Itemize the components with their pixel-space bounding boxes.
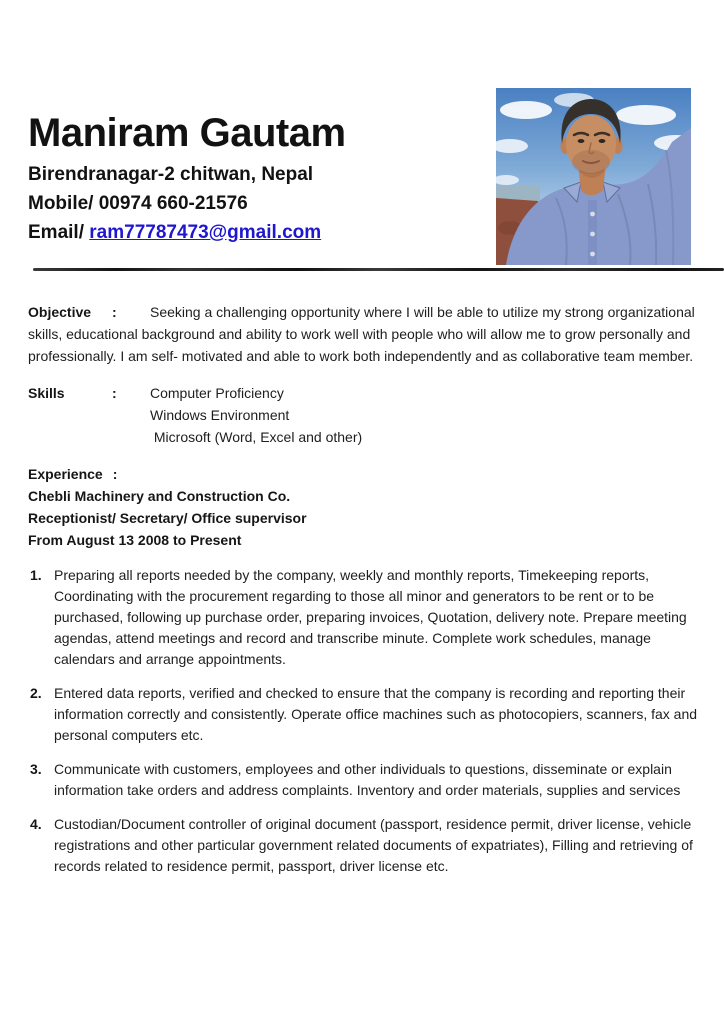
email-link[interactable]: ram77787473@gmail.com xyxy=(89,222,322,243)
duties-list xyxy=(28,565,711,877)
person-name: Maniram Gautam xyxy=(28,111,346,155)
email-label: Email/ xyxy=(28,222,84,243)
section-divider xyxy=(33,268,724,271)
objective-label: Objective xyxy=(28,304,92,320)
duty-number: 1. xyxy=(30,567,42,583)
duty-number: 4. xyxy=(30,816,42,832)
skill-item: Windows Environment xyxy=(150,407,290,423)
skill-item: Computer Proficiency xyxy=(150,385,284,401)
experience-title: Receptionist/ Secretary/ Office supervisor xyxy=(28,510,307,526)
experience-heading xyxy=(28,463,711,485)
experience-section xyxy=(28,463,711,551)
duty-number: 2. xyxy=(30,685,42,701)
skill-item: Microsoft (Word, Excel and other) xyxy=(150,429,363,445)
duty-text: Communicate with customers, employees and other individuals to questions, disseminate or explain information take orders and address complaints. Inventory and order materials, supplies and services xyxy=(54,761,681,798)
skills-label: Skills xyxy=(28,385,65,401)
skills-list xyxy=(150,382,362,448)
duty-text: Preparing all reports needed by the company, weekly and monthly reports, Timekeeping reports, Coordinating with the procurement regarding to those all minor and generators to be rent or to be purchased, following up purchase order, preparing invoices, Quotation, delivery note. Prepare meeting agendas, attend meetings and record and transcribe minute. Complete work schedules, manage calendars and arrange appointments. xyxy=(54,567,687,667)
experience-colon: : xyxy=(112,466,118,482)
address-line: Birendranagar-2 chitwan, Nepal xyxy=(28,164,314,185)
email-line xyxy=(28,218,346,247)
objective-text: Seeking a challenging opportunity where I will be able to utilize my strong organizational skills, educational background and ability to work well with people who will allow me to grow personally and professionally. I am self- motivated and able to work both independently and as collaborative team member. xyxy=(28,304,695,364)
duty-item xyxy=(28,759,711,801)
objective-section xyxy=(28,301,711,367)
portrait-photo xyxy=(496,88,691,265)
objective-colon: : xyxy=(112,304,117,320)
experience-company: Chebli Machinery and Construction Co. xyxy=(28,488,291,504)
experience-duration: From August 13 2008 to Present xyxy=(28,532,242,548)
mobile-line: Mobile/ 00974 660-21576 xyxy=(28,193,248,214)
header-block xyxy=(28,108,346,247)
contact-block xyxy=(28,160,346,247)
duty-text: Custodian/Document controller of original document (passport, residence permit, driver license, vehicle registrations and other particular government related documents of expatriates), Filling and retrieving of records related to residence permit, passport, driver license etc. xyxy=(54,816,693,874)
duty-item xyxy=(28,814,711,877)
skills-section xyxy=(28,382,711,448)
skills-colon: : xyxy=(112,385,117,401)
experience-label: Experience xyxy=(28,466,103,482)
duty-item xyxy=(28,565,711,670)
resume-body xyxy=(28,301,711,877)
duty-item xyxy=(28,683,711,746)
duty-number: 3. xyxy=(30,761,42,777)
duty-text: Entered data reports, verified and checked to ensure that the company is recording and reporting their information correctly and consistently. Operate office machines such as photocopiers, scanners, fax and personal computers etc. xyxy=(54,685,698,743)
